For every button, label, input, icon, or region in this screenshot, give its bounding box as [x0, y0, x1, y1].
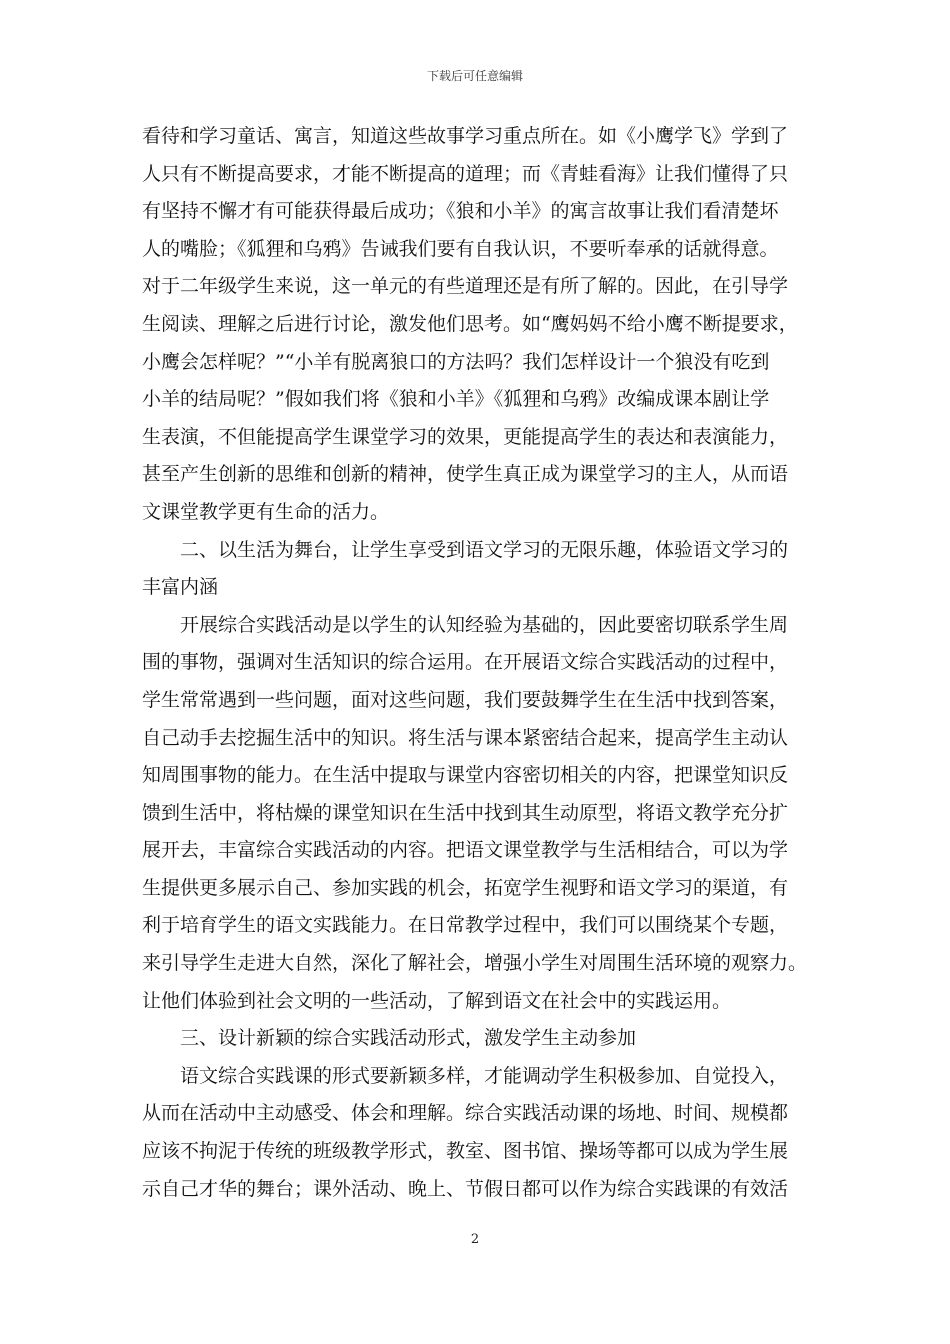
- text-line: 人只有不断提高要求，才能不断提高的道理；而《青蛙看海》让我们懂得了只: [142, 162, 789, 185]
- text-line: 三、设计新颖的综合实践活动形式，激发学生主动参加: [142, 1027, 637, 1050]
- text-line: 学生常常遇到一些问题，面对这些问题，我们要鼓舞学生在生活中找到答案，: [142, 688, 789, 711]
- text-line: 示自己才华的舞台；课外活动、晚上、节假日都可以作为综合实践课的有效活: [142, 1177, 789, 1200]
- text-line: 人的嘴脸；《狐狸和乌鸦》告诫我们要有自我认识，不要听奉承的话就得意。: [142, 237, 779, 260]
- text-line: 语文综合实践课的形式要新颖多样，才能调动学生积极参加、自觉投入，: [142, 1064, 789, 1087]
- text-line: 展开去，丰富综合实践活动的内容。把语文课堂教学与生活相结合，可以为学: [142, 839, 789, 862]
- text-line: 甚至产生创新的思维和创新的精神，使学生真正成为课堂学习的主人，从而语: [142, 463, 789, 486]
- text-line: 看待和学习童话、寓言，知道这些故事学习重点所在。如《小鹰学飞》学到了: [142, 125, 789, 147]
- text-line: 利于培育学生的语文实践能力。在日常教学过程中，我们可以围绕某个专题，: [142, 914, 789, 937]
- text-line: 围的事物，强调对生活知识的综合运用。在开展语文综合实践活动的过程中，: [142, 651, 789, 674]
- text-line: 自己动手去挖掘生活中的知识。将生活与课本紧密结合起来，提高学生主动认: [142, 726, 789, 749]
- document-body: [142, 118, 814, 1208]
- text-line: 让他们体验到社会文明的一些活动，了解到语文在社会中的实践运用。: [142, 989, 732, 1012]
- page-number: 2: [470, 1232, 480, 1247]
- text-line: 丰富内涵: [142, 576, 219, 599]
- text-line: 知周围事物的能力。在生活中提取与课堂内容密切相关的内容，把课堂知识反: [142, 764, 789, 787]
- text-line: 小鹰会怎样呢？”“小羊有脱离狼口的方法吗？我们怎样设计一个狼没有吃到: [142, 350, 770, 373]
- text-line: 从而在活动中主动感受、体会和理解。综合实践活动课的场地、时间、规模都: [142, 1102, 789, 1125]
- text-line: 二、以生活为舞台，让学生享受到语文学习的无限乐趣，体验语文学习的: [142, 538, 789, 561]
- text-line: 生提供更多展示自己、参加实践的机会，拓宽学生视野和语文学习的渠道，有: [142, 876, 789, 899]
- text-line: 开展综合实践活动是以学生的认知经验为基础的，因此要密切联系学生周: [142, 613, 789, 636]
- text-line: 文课堂教学更有生命的活力。: [142, 500, 390, 523]
- text-line: 生阅读、理解之后进行讨论，激发他们思考。如“鹰妈妈不给小鹰不断提要求，: [142, 312, 798, 335]
- text-line: 馈到生活中，将枯燥的课堂知识在生活中找到其生动原型，将语文教学充分扩: [142, 801, 789, 824]
- page-header: 下载后可任意编辑: [426, 69, 523, 83]
- text-line: 来引导学生走进大自然，深化了解社会，增强小学生对周围生活环境的观察力。: [142, 952, 808, 975]
- text-line: 生表演，不但能提高学生课堂学习的效果，更能提高学生的表达和表演能力，: [142, 425, 789, 448]
- text-line: 有坚持不懈才有可能获得最后成功；《狼和小羊》的寓言故事让我们看清楚坏: [142, 200, 779, 223]
- text-line: 对于二年级学生来说，这一单元的有些道理还是有所了解的。因此，在引导学: [142, 275, 789, 298]
- text-line: 小羊的结局呢？”假如我们将《狼和小羊》《狐狸和乌鸦》改编成课本剧让学: [142, 388, 770, 411]
- text-line: 应该不拘泥于传统的班级教学形式，教室、图书馆、操场等都可以成为学生展: [142, 1140, 789, 1163]
